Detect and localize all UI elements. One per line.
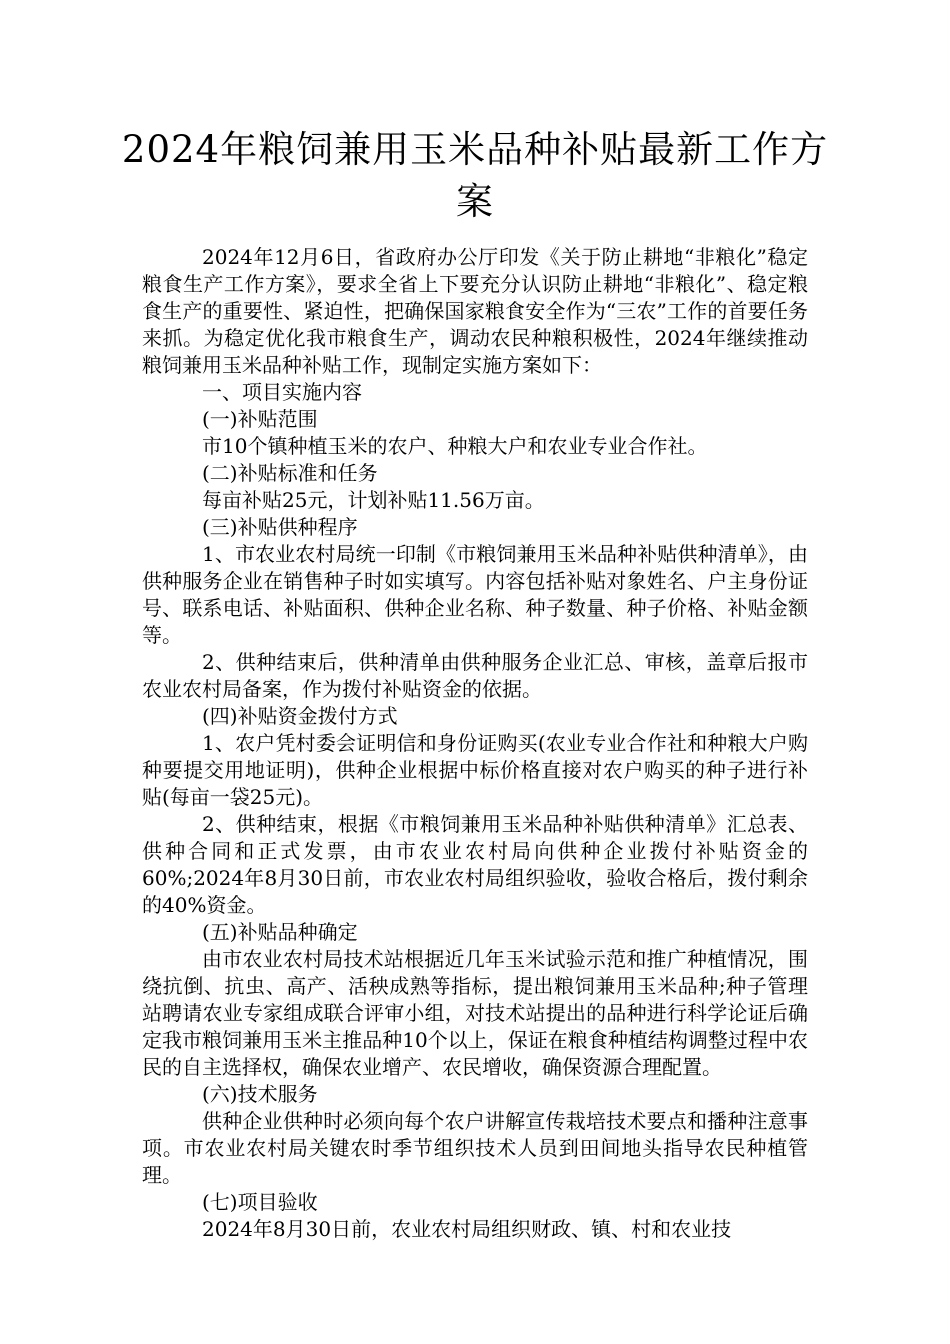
body-paragraph: 2、供种结束，根据《市粮饲兼用玉米品种补贴供种清单》汇总表、供种合同和正式发票，由市农业农村局向供种企业拨付补贴资金的60%;2024年8月30日前，市农业农村局组织验收，验收合格后，拨付剩余的40%资金。 — [142, 812, 808, 917]
body-paragraph: 2024年8月30日前，农业农村局组织财政、镇、村和农业技 — [202, 1217, 732, 1241]
subsection-heading: (七)项目验收 — [202, 1190, 318, 1214]
subsection-heading: (四)补贴资金拨付方式 — [202, 704, 398, 728]
subsection-heading: (一)补贴范围 — [202, 407, 318, 431]
subsection-heading: (五)补贴品种确定 — [202, 920, 358, 944]
document-body — [142, 244, 808, 1243]
body-paragraph: 1、市农业农村局统一印制《市粮饲兼用玉米品种补贴供种清单》，由供种服务企业在销售种子时如实填写。内容包括补贴对象姓名、户主身份证号、联系电话、补贴面积、供种企业名称、种子数量、种子价格、补贴金额等。 — [142, 542, 808, 647]
body-paragraph: 由市农业农村局技术站根据近几年玉米试验示范和推广种植情况，围绕抗倒、抗虫、高产、活秧成熟等指标，提出粮饲兼用玉米品种;种子管理站聘请农业专家组成联合评审小组，对技术站提出的品种进行科学论证后确定我市粮饲兼用玉米主推品种10个以上，保证在粮食种植结构调整过程中农民的自主选择权，确保农业增产、农民增收，确保资源合理配置。 — [142, 947, 808, 1079]
subsection-heading: (三)补贴供种程序 — [202, 515, 358, 539]
body-paragraph: 1、农户凭村委会证明信和身份证购买(农业专业合作社和种粮大户购种要提交用地证明)，供种企业根据中标价格直接对农户购买的种子进行补贴(每亩一袋25元)。 — [142, 731, 808, 809]
section-heading: 一、项目实施内容 — [202, 380, 362, 404]
body-paragraph: 市10个镇种植玉米的农户、种粮大户和农业专业合作社。 — [202, 434, 708, 458]
body-paragraph: 每亩补贴25元，计划补贴11.56万亩。 — [202, 488, 545, 512]
document-title: 2024年粮饲兼用玉米品种补贴最新工作方案 — [121, 128, 829, 223]
subsection-heading: (六)技术服务 — [202, 1082, 318, 1106]
body-paragraph: 供种企业供种时必须向每个农户讲解宣传栽培技术要点和播种注意事项。市农业农村局关键农时季节组织技术人员到田间地头指导农民种植管理。 — [142, 1109, 808, 1187]
body-paragraph: 2、供种结束后，供种清单由供种服务企业汇总、审核，盖章后报市农业农村局备案，作为拨付补贴资金的依据。 — [142, 650, 808, 701]
intro-paragraph: 2024年12月6日，省政府办公厅印发《关于防止耕地“非粮化”稳定粮食生产工作方案》，要求全省上下要充分认识防止耕地“非粮化”、稳定粮食生产的重要性、紧迫性，把确保国家粮食安全作为“三农”工作的首要任务来抓。为稳定优化我市粮食生产，调动农民种粮积极性，2024年继续推动粮饲兼用玉米品种补贴工作，现制定实施方案如下： — [142, 245, 808, 377]
subsection-heading: (二)补贴标准和任务 — [202, 461, 378, 485]
